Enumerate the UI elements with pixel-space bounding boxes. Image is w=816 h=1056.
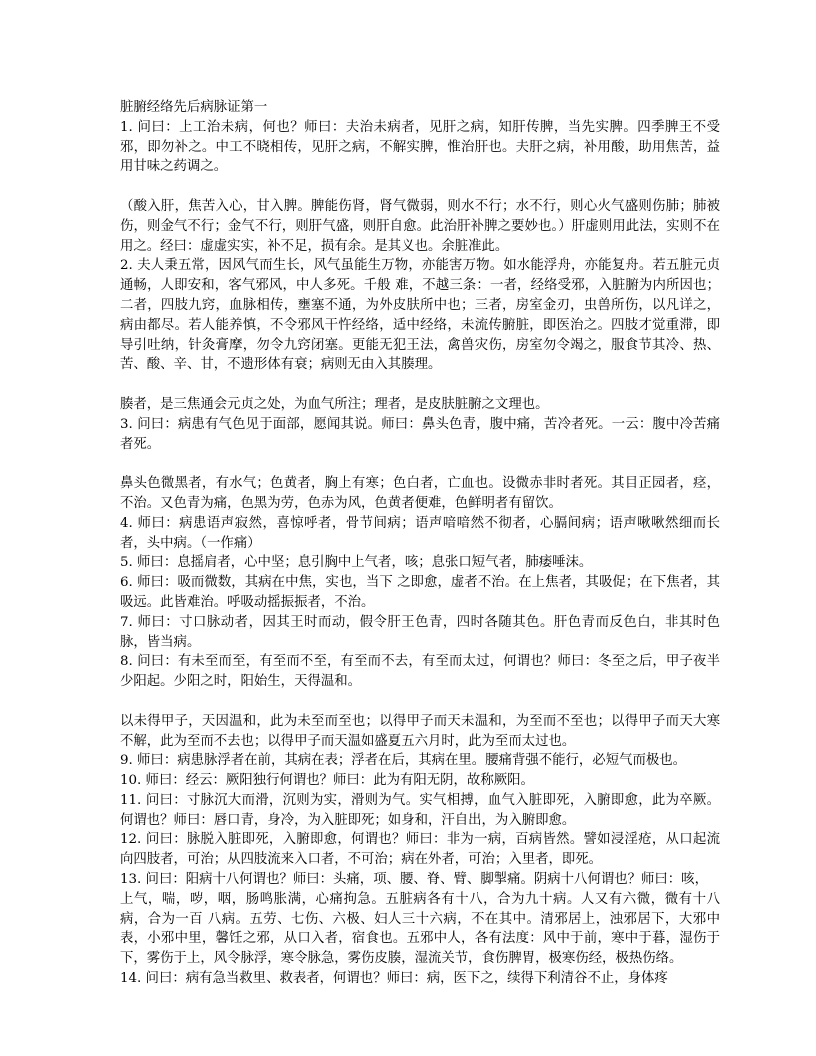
paragraph: 3. 问曰：病患有气色见于面部，愿闻其说。师曰：鼻头色青，腹中痛，苦冷者死。一云：腹中冷苦痛者死。 [120, 416, 720, 452]
paragraph-spacer [120, 454, 720, 474]
paragraph: 6. 师曰：吸而微数，其病在中焦，实也，当下 之即愈，虚者不治。在上焦者，其吸促；在下焦者，其吸远。此皆难治。呼吸动摇振振者，不治。 [120, 575, 720, 610]
paragraph: 腠者，是三焦通会元贞之处，为血气所注；理者，是皮肤脏腑之文理也。 [120, 396, 549, 412]
paragraph: 以未得甲子，天因温和，此为未至而至也；以得甲子而天未温和，为至而不至也；以得甲子而天大寒不解，此为至而不去也；以得甲子而天温如盛夏五六月时，此为至而太过也。 [120, 713, 720, 749]
paragraph: 2. 夫人秉五常，因风气而生长，风气虽能生万物，亦能害万物。如水能浮舟，亦能复舟。若五脏元贞通畅，人即安和，客气邪风，中人多死。千般 难，不越三条：一者，经络受邪，入脏腑为内所因也；二者，四肢九窍，血脉相传，壅塞不通，为外皮肤所中也；三者，房室金刃，虫兽所伤，以凡详之，病由都尽。若人能养慎，不令邪风干忤经络，适中经络，未流传腑脏，即医治之。四肢才觉重滞，即导引吐纳，针灸膏摩，勿令九窍闭塞。更能无犯王法，禽兽灾伤，房室勿令竭之，服食节其冷、热、苦、酸、辛、甘，不遗形体有衰；病则无由入其腠理。 [120, 258, 720, 373]
paragraph-spacer [120, 375, 720, 395]
paragraph-spacer [120, 177, 720, 197]
paragraph: （酸入肝，焦苦入心，甘入脾。脾能伤肾，肾气微弱，则水不行；水不行，则心火气盛则伤肺；肺被伤，则金气不行；金气不行，则肝气盛，则肝自愈。此治肝补脾之要妙也。）肝虚则用此法，实则不在用之。经曰：虚虚实实，补不足，损有余。是其义也。余脏准此。 [120, 198, 720, 254]
paragraph: 1. 问曰：上工治未病，何也？师曰：夫治未病者，见肝之病，知肝传脾，当先实脾。四季脾王不受邪，即勿补之。中工不晓相传，见肝之病，不解实脾，惟治肝也。夫肝之病，补用酸，助用焦苦，益用甘味之药调之。 [120, 119, 720, 175]
paragraph: 鼻头色微黑者，有水气；色黄者，胸上有寒；色白者，亡血也。设微赤非时者死。其目正园者，痉，不治。又色青为痛，色黑为劳，色赤为风，色黄者便难，色鲜明者有留饮。 [120, 476, 720, 511]
paragraph: 8. 问曰：有未至而至，有至而不至，有至而不去，有至而太过，何谓也？师曰：冬至之后，甲子夜半少阳起。少阳之时，阳始生，天得温和。 [120, 654, 720, 690]
paragraph: 9. 师曰：病患脉浮者在前，其病在表；浮者在后，其病在里。腰痛背强不能行，必短气而极也。 [120, 753, 687, 769]
paragraph: 14. 问曰：病有急当救里、救表者，何谓也？师曰：病，医下之，续得下利清谷不止，身体疼 [120, 971, 668, 987]
paragraph: 13. 问曰：阳病十八何谓也？师曰：头痛，项、腰、脊、臂、脚掣痛。阴病十八何谓也？师曰：咳， [120, 872, 708, 888]
paragraph: 5. 师曰：息摇肩者，心中坚；息引胸中上气者，咳；息张口短气者，肺痿唾沫。 [120, 555, 593, 571]
paragraph-spacer [120, 692, 720, 712]
document-body [120, 118, 720, 989]
paragraph: 10. 师曰：经云：厥阳独行何谓也？师曰：此为有阳无阴，故称厥阳。 [120, 773, 534, 789]
paragraph: 12. 问曰：脉脱入脏即死，入腑即愈，何谓也？师曰：非为一病，百病皆然。譬如浸淫疮，从口起流向四肢者，可治；从四肢流来入口者，不可治；病在外者，可治；入里者，即死。 [120, 832, 720, 868]
paragraph: 11. 问曰：寸脉沉大而滑，沉则为实，滑则为气。实气相搏，血气入脏即死，入腑即愈，此为卒厥。何谓也？师曰：唇口青，身冷，为入脏即死；如身和，汗自出，为入腑即愈。 [120, 792, 720, 828]
chapter-title: 脏腑经络先后病脉证第一 [120, 100, 268, 115]
paragraph: 7. 师曰：寸口脉动者，因其王时而动，假令肝王色青，四时各随其色。肝色青而反色白，非其时色脉，皆当病。 [120, 614, 720, 650]
paragraph: 上气，喘，哕，咽，肠鸣胀满，心痛拘急。五脏病各有十八，合为九十病。人又有六微，微有十八病，合为一百 八病。五劳、七伤、六极、妇人三十六病，不在其中。清邪居上，浊邪居下，大邪中表，小邪中里，馨饪之邪，从口入者，宿食也。五邪中人，各有法度：风中于前，寒中于暮，湿伤于下，雾伤于上，风令脉浮，寒令脉急，雾伤皮腠，湿流关节，食伤脾胃，极寒伤经，极热伤络。 [120, 891, 720, 967]
paragraph: 4. 师曰：病患语声寂然，喜惊呼者，骨节间病；语声喑喑然不彻者，心膈间病；语声啾啾然细而长者，头中病。（一作痛） [120, 515, 720, 551]
